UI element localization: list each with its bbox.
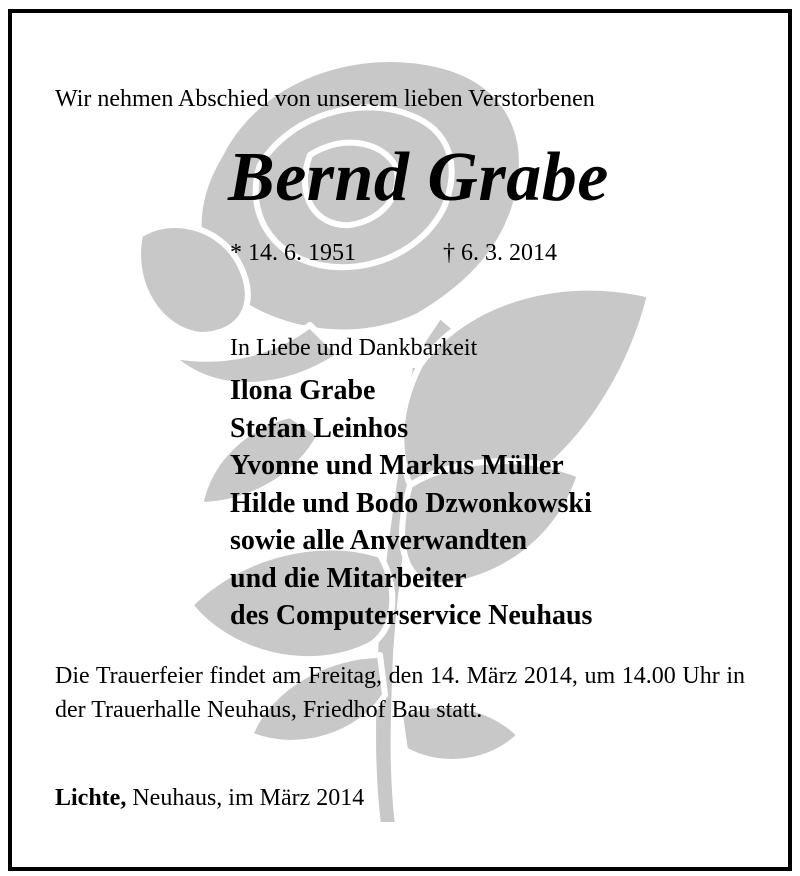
mourner-line: Ilona Grabe [230, 375, 376, 406]
funeral-service-text: Die Trauerfeier findet am Freitag, den 14. März 2014, um 14.00 Uhr in der Trauerhalle Neuhaus, Friedhof Bau statt. [55, 663, 745, 723]
place-town: Lichte, [55, 785, 127, 811]
intro-line: Wir nehmen Abschied von unserem lieben Verstorbenen [55, 86, 595, 112]
mourner-line: und die Mitarbeiter [230, 562, 467, 594]
place-date: Neuhaus, im März 2014 [126, 785, 365, 811]
mourner-line: Hilde und Bodo Dzwonkowski [230, 487, 592, 519]
deceased-name: Bernd Grabe [228, 139, 609, 216]
place-date-line [55, 785, 364, 812]
thanks-line: In Liebe und Dankbarkeit [230, 335, 478, 361]
death-date: † 6. 3. 2014 [443, 240, 557, 266]
mourners-list [230, 372, 592, 635]
mourner-line: sowie alle Anverwandten [230, 525, 528, 556]
mourner-line: Stefan Leinhos [230, 412, 409, 444]
mourner-line: des Computerservice Neuhaus [230, 600, 593, 631]
mourner-line: Yvonne und Markus Müller [230, 450, 564, 481]
birth-date: * 14. 6. 1951 [230, 240, 356, 266]
